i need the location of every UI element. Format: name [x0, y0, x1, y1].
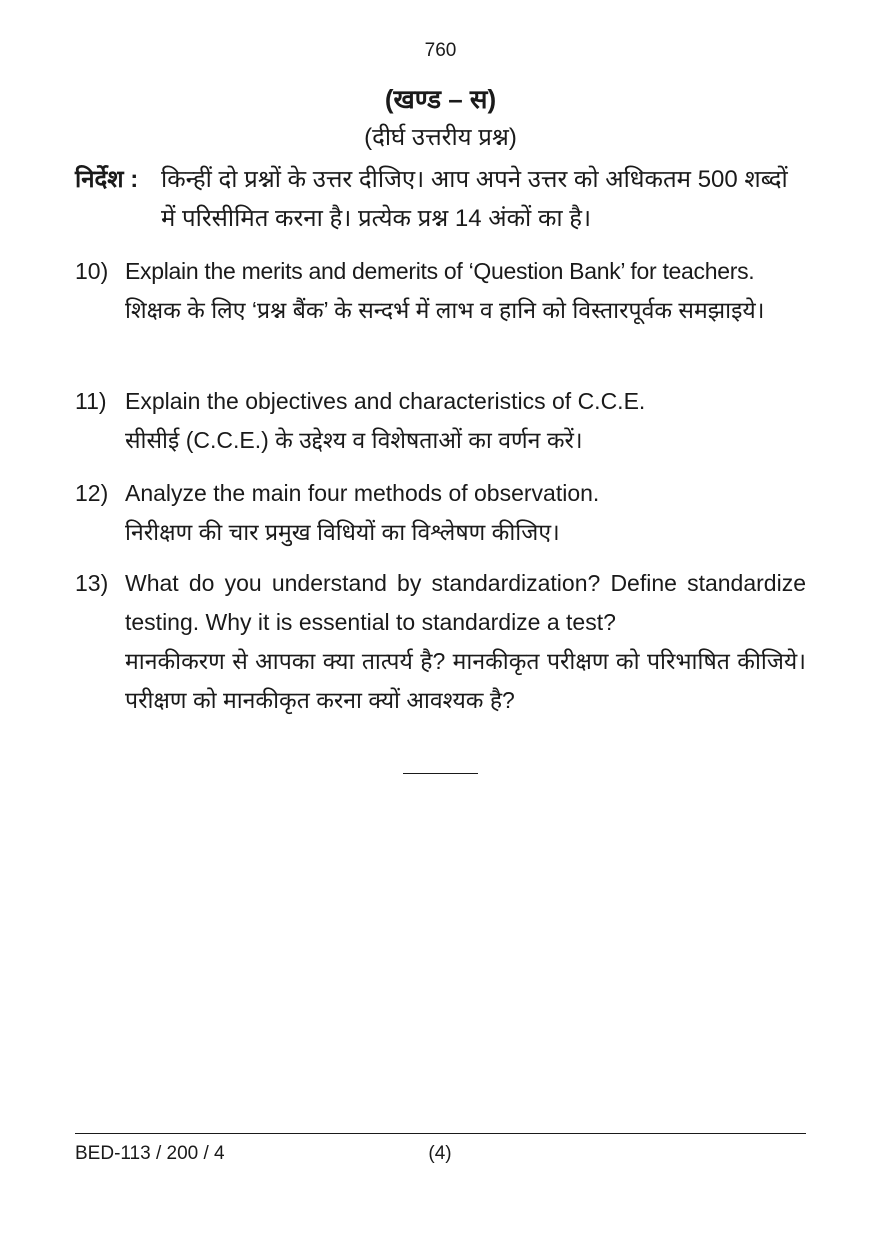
footer-page-number: (4) — [428, 1143, 452, 1164]
question-11 — [75, 382, 806, 460]
question-text-hindi: निरीक्षण की चार प्रमुख विधियों का विश्लेषण कीजिए। — [125, 519, 560, 545]
question-number: 13) — [75, 570, 109, 596]
section-subtitle: (दीर्घ उत्तरीय प्रश्न) — [364, 124, 517, 151]
question-text-english: Explain the objectives and characteristics of C.C.E. — [125, 388, 646, 414]
question-text-english: What do you understand by standardization? Define standardize testing. Why it is essential to standardize a test? — [125, 570, 806, 635]
question-text-hindi: सीसीई (C.C.E.) के उद्देश्य व विशेषताओं का वर्णन करें। — [125, 427, 583, 453]
question-text-english: Explain the merits and demerits of ‘Question Bank’ for teachers. — [125, 258, 755, 284]
question-text-hindi: शिक्षक के लिए ‘प्रश्न बैंक’ के सन्दर्भ में लाभ व हानि को विस्तारपूर्वक समझाइये। — [125, 297, 765, 323]
instructions-label: निर्देश : — [75, 166, 139, 193]
end-divider — [403, 773, 478, 774]
footer-rule — [75, 1133, 806, 1134]
question-13 — [75, 564, 806, 720]
instructions-text: किन्हीं दो प्रश्नों के उत्तर दीजिए। आप अपने उत्तर को अधिकतम 500 शब्दों में परिसीमित करना है। प्रत्येक प्रश्न 14 अंकों का है। — [161, 166, 788, 232]
question-number: 11) — [75, 388, 107, 414]
question-12 — [75, 474, 806, 552]
page-code: 760 — [424, 40, 457, 61]
question-10 — [75, 252, 806, 330]
question-text-hindi: मानकीकरण से आपका क्या तात्पर्य है? मानकीकृत परीक्षण को परिभाषित कीजिये। परीक्षण को मानकीकृत करना क्यों आवश्यक है? — [125, 648, 806, 713]
question-number: 12) — [75, 480, 109, 506]
question-number: 10) — [75, 258, 109, 284]
footer-paper-code: BED-113 / 200 / 4 — [75, 1143, 225, 1164]
instructions-block — [75, 160, 806, 238]
question-text-english: Analyze the main four methods of observation. — [125, 480, 600, 506]
section-title: (खण्ड – स) — [384, 84, 497, 114]
